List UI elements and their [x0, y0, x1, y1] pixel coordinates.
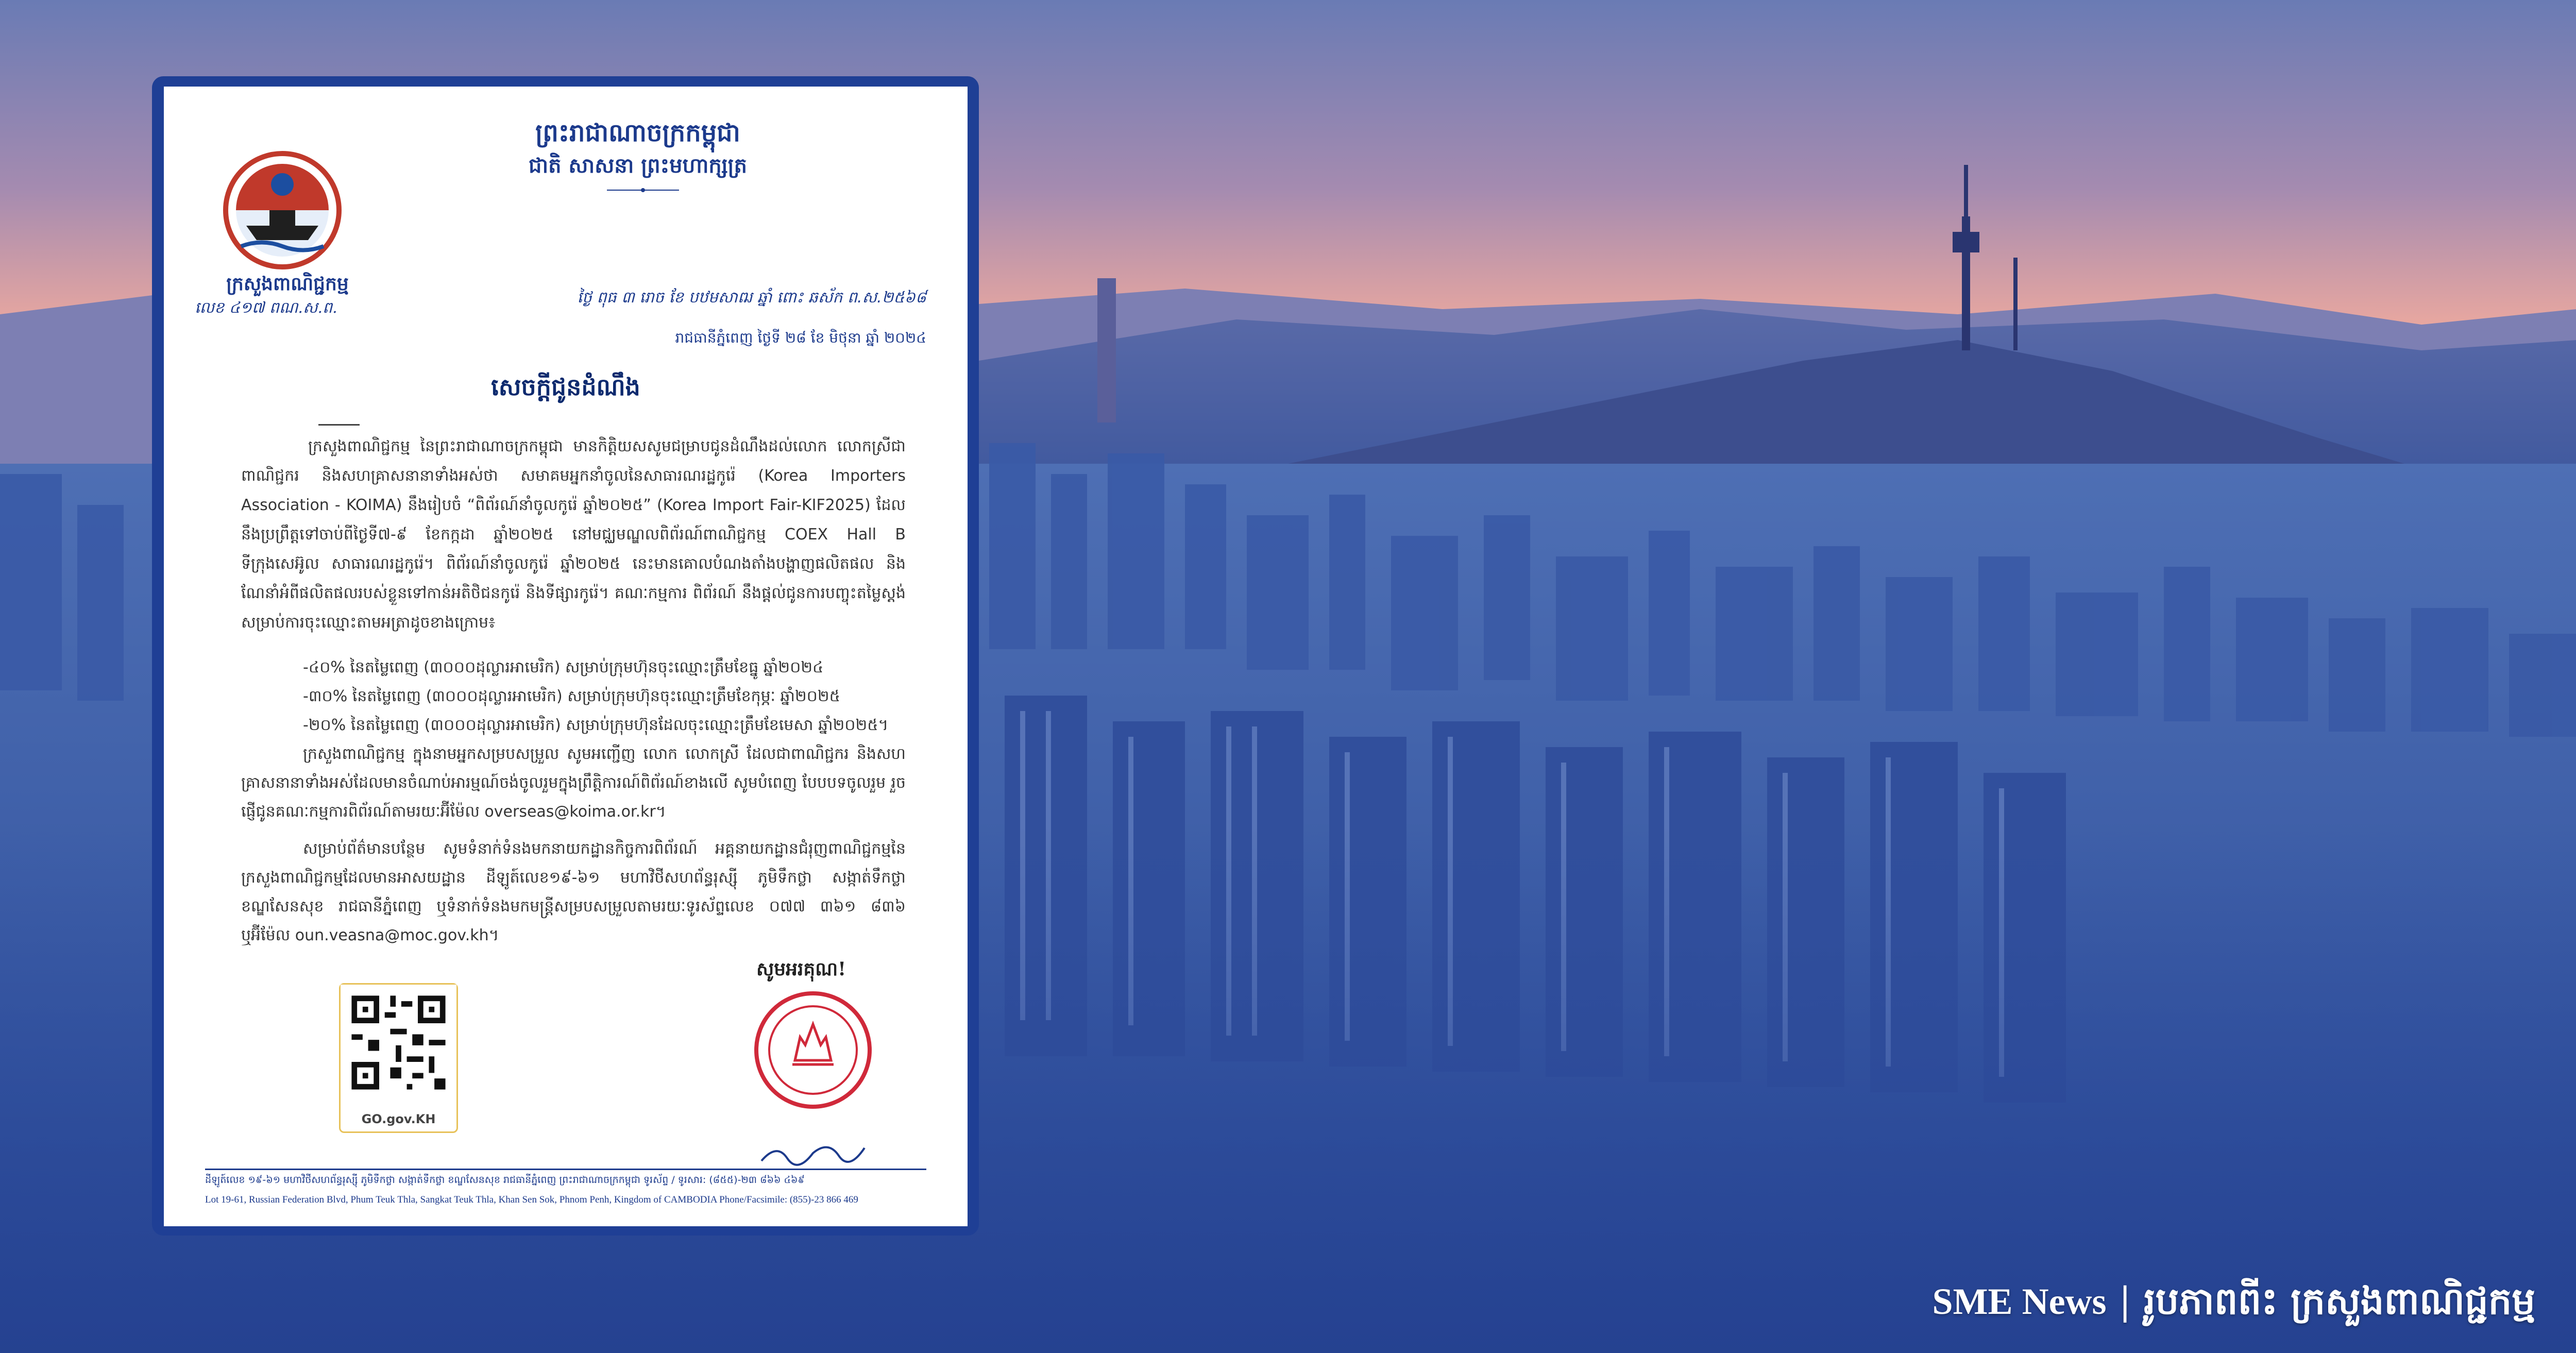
signature [756, 1138, 870, 1169]
body-paragraph-1: ក្រសួងពាណិជ្ជកម្ម នៃព្រះរាជាណាចក្រកម្ពុជា មានកិត្តិយសសូមជម្រាបជូនដំណឹងដល់លោក លោកស្រីជាពាណិជ្ជករ និងសហគ្រាសនានាទាំងអស់ថា សមាគមអ្នកនាំចូលនៃសាធារណរដ្ឋកូរ៉េ (Korea Importers Association - KOIMA) នឹងរៀបចំ “ពិព័រណ៍នាំចូលកូរ៉េ ឆ្នាំ២០២៥” (Korea Import Fair-KIF2025) ដែលនឹងប្រព្រឹត្តទៅចាប់ពីថ្ងៃទី៧-៩ ខែកក្កដា ឆ្នាំ២០២៥ នៅមជ្ឈមណ្ឌលពិព័រណ៍ពាណិជ្ជកម្ម COEX Hall B ទីក្រុងសេអ៊ូល សាធារណរដ្ឋកូរ៉េ។ ពិព័រណ៍នាំចូលកូរ៉េ ឆ្នាំ២០២៥ នេះមានគោលបំណងតាំងបង្ហាញផលិតផល និងណែនាំអំពីផលិតផលរបស់ខ្លួនទៅកាន់អតិថិជនកូរ៉េ និងទីផ្សារកូរ៉េ។ គណៈកម្មការ ពិព័រណ៍ នឹងផ្តល់ជូនការបញ្ចុះតម្លៃស្តង់សម្រាប់ការចុះឈ្មោះតាមអត្រាដូចខាងក្រោម៖ [241, 437, 906, 632]
footer-address-khmer: ដីឡូត៍លេខ ១៩-៦១ មហាវិថីសហព័ន្ធរុស្ស៊ី ភូមិទឹកថ្លា សង្កាត់ទឹកថ្លា ខណ្ឌសែនសុខ រាជធានីភ្នំពេញ ព្រះរាជាណាចក្រកម្ពុជា ទូរស័ព្ទ / ទូរសារ: (៨៥៥)-២៣ ៨៦៦ ៤៦៩ [205, 1174, 805, 1186]
qr-label: GO.gov.KH [361, 1112, 436, 1126]
footer-address-english: Lot 19-61, Russian Federation Blvd, Phum Teuk Thla, Sangkat Teuk Thla, Khan Sen Sok, Phnom Penh, Kingdom of CAMBODIA Phone/Facsimile: (855)-23 866 469 [205, 1194, 858, 1205]
body-paragraph-2: ក្រសួងពាណិជ្ជកម្ម ក្នុងនាមអ្នកសម្របសម្រួល សូមអញ្ជើញ លោក លោកស្រី ដែលជាពាណិជ្ជករ និងសហគ្រាសនានាទាំងអស់ដែលមានចំណាប់អារម្មណ៍ចង់ចូលរួមក្នុងព្រឹត្តិការណ៍ពិព័រណ៍ខាងលើ សូមបំពេញ បែបបទចូលរួម រួចផ្ញើជូនគណៈកម្មការពិព័រណ៍តាមរយៈអ៊ីម៉ែល overseas@koima.or.kr។ [241, 745, 906, 821]
photo-caption [1933, 1278, 2535, 1332]
photo-credit: រូបភាពពីះ ក្រសួងពាណិជ្ជកម្ម [2143, 1279, 2535, 1323]
body-paragraph-3: សម្រាប់ព័ត៌មានបន្ថែម សូមទំនាក់ទំនងមកនាយកដ្ឋានកិច្ចការពិព័រណ៍ អគ្គនាយកដ្ឋានជំរុញពាណិជ្ជកម្មនៃក្រសួងពាណិជ្ជកម្មដែលមានអាសយដ្ឋាន ដីឡូត៍លេខ១៩-៦១ មហាវិថីសហព័ន្ធរុស្ស៊ី ភូមិទឹកថ្លា សង្កាត់ទឹកថ្លា ខណ្ឌសែនសុខ រាជធានីភ្នំពេញ ឬទំនាក់ទំនងមកមន្ត្រីសម្របសម្រួលតាមរយៈទូរស័ព្ទលេខ ០៧៧ ៣៦១ ៨៣៦ ឬអ៊ីម៉ែល oun.veasna@moc.gov.kh។ [241, 840, 906, 944]
ornament-divider [607, 188, 679, 193]
kingdom-header: ព្រះរាជាណាចក្រកម្ពុជា [535, 119, 740, 147]
qr-code-card [339, 983, 458, 1133]
footer-divider [205, 1169, 926, 1170]
lunar-date: ថ្ងៃ ពុធ ៣ រោច ខែ បឋមសាឍ ឆ្នាំ ពោះ ឆស័ក ព.ស.២៥៦៨ [577, 289, 926, 307]
brand-name: SME News [1932, 1281, 2107, 1322]
discount-item: -៤០% នៃតម្លៃពេញ (៣០០០ដុល្លារអាមេរិក) សម្រាប់ក្រុមហ៊ុនចុះឈ្មោះត្រឹមខែធ្នូ ឆ្នាំ២០២៤ [303, 658, 824, 676]
document-body [241, 432, 906, 637]
official-seal-stamp [751, 988, 875, 1112]
ministry-name: ក្រសួងពាណិជ្ជកម្ម [226, 273, 349, 295]
discount-item: -៣០% នៃតម្លៃពេញ (៣០០០ដុល្លារអាមេរិក) សម្រាប់ក្រុមហ៊ុនចុះឈ្មោះត្រឹមខែកុម្ភៈ ឆ្នាំ២០២៥ [303, 687, 840, 705]
qr-code-icon [341, 985, 456, 1101]
paragraph-mark [318, 424, 360, 426]
closing-thanks: សូមអរគុណ! [756, 958, 846, 980]
national-motto: ជាតិ សាសនា ព្រះមហាក្សត្រ [529, 154, 747, 178]
discount-list [241, 653, 906, 950]
ministry-logo-icon [221, 148, 344, 272]
caption-separator: | [2119, 1279, 2131, 1323]
solar-date: រាជធានីភ្នំពេញ ថ្ងៃទី ២៨ ខែ មិថុនា ឆ្នាំ ២០២៤ [675, 329, 926, 346]
document-number: លេខ ៤១៧ ពណ.ស.ព. [195, 299, 337, 317]
discount-item: -២០% នៃតម្លៃពេញ (៣០០០ដុល្លារអាមេរិក) សម្រាប់ក្រុមហ៊ុនដែលចុះឈ្មោះត្រឹមខែមេសា ឆ្នាំ២០២៥។ [303, 716, 889, 734]
document-title: សេចក្តីជូនដំណឹង [491, 373, 640, 401]
announcement-document [164, 87, 968, 1226]
